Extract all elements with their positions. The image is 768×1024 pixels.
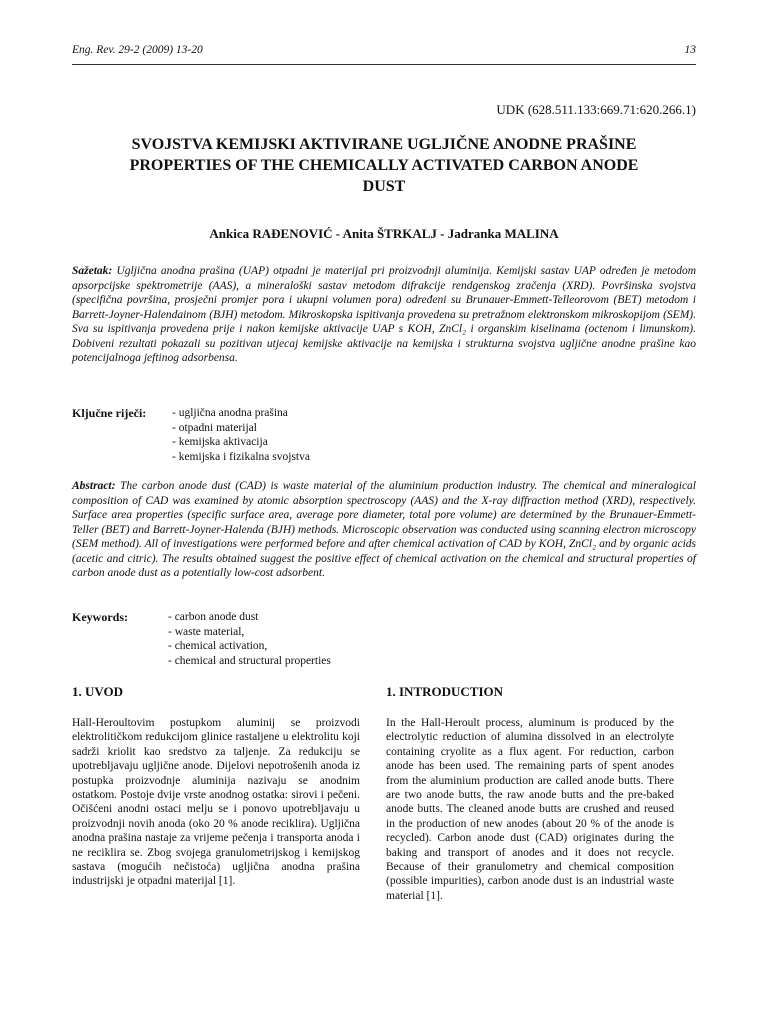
running-header xyxy=(72,44,696,62)
kljucne-rijeci-list xyxy=(172,406,310,464)
page-number: 13 xyxy=(684,44,696,56)
section-heading-introduction: 1. INTRODUCTION xyxy=(386,684,504,699)
title-line-croatian: SVOJSTVA KEMIJSKI AKTIVIRANE UGLJIČNE ANODNE PRAŠINE xyxy=(131,136,637,153)
abstract-paragraph xyxy=(72,479,696,581)
body-text-english: In the Hall-Heroult process, aluminum is produced by the electrolytic reduction of alumina dissolved in an electrolyte containing cryolite as a flux agent. For reduction, carbon anode has been used. The remaining parts of spent anodes from the aluminium production are called anode butts. There are two anode butts, the raw anode butts and the pre-baked anode butts. The cleaned anode butts are crushed and reused in the production of new anodes (about 20 % of the anode is recycled). Carbon anode dust (CAD) originates during the baking and transport of anodes and it does not recycle. Because of their granulometry and chemical composition (possible impurities), carbon anode dust is an industrial waste material [1]. xyxy=(386,717,674,902)
keyword-item: - chemical activation, xyxy=(168,640,268,652)
keywords-list xyxy=(168,610,331,668)
body-text-croatian: Hall-Heroultovim postupkom aluminij se proizvodi elektrolitičkom redukcijom glinice rastaljene u elektrolitu koji sadrži kriolit kao sredstvo za taljenje. Za redukciju se upotrebljavaju ugljične anode. Dijelovi nepotrošenih anoda iz postupka proizvodnje aluminija nazivaju se anodnim ostatkom. Postoje dvije vrste anodnog ostatka: sirovi i pečeni. Očišćeni anodni ostaci melju se i ponovo upotrebljavaju u proizvodnji novih anoda (oko 20 % anode reciklira). Ugljična anodna prašina nastaje za vrijeme pečenja i transporta anoda i ne reciklira se. Zbog svojega granulometrijskog i kemijskog sastava (mogućih nečistoća) ugljična anodna prašina industrijski je otpadni materijal [1]. xyxy=(72,717,360,888)
sazetak-label: Sažetak: xyxy=(72,265,113,277)
keyword-item: - kemijska aktivacija xyxy=(172,436,268,448)
paper-title xyxy=(90,134,678,197)
keyword-item: - chemical and structural properties xyxy=(168,654,331,667)
keyword-item: - waste material, xyxy=(168,625,245,638)
keyword-item: - kemijska i fizikalna svojstva xyxy=(172,450,310,463)
sazetak-paragraph xyxy=(72,264,696,366)
keywords-label: Keywords: xyxy=(72,610,128,624)
sazetak-text: Ugljična anodna prašina (UAP) otpadni je materijal pri proizvodnji aluminija. Kemijski sastav UAP određen je metodom apsorpcijske spektrometrije (AAS), a mineraloški sastav metodom difrakcije rendgenskog zračenja (XRD). Površinska svojstva (specifična površina, prosječni promjer pora i ukupni volumen pora) određeni su Brunauer-Emmett-Telleorovom (BET) metodom i Barrett-Joyner-Halendainom (BJH) metodom. Mikroskopska ispitivanja provedena su pretražnom elektronskom mikroskopijom (SEM). Sva su ispitivanja provedena prije i nakon kemijske aktivacije UAP s KOH, ZnCl₂ i organskim kiselinama (octenom i limunskom). Dobiveni rezultati pokazali su pozitivan utjecaj kemijske aktivacije na kemijska i strukturna svojstva ugljične anodne prašine kao potencijalnoga jeftinog adsorbensa. xyxy=(72,265,697,364)
kljucne-rijeci-label: Ključne riječi: xyxy=(72,406,147,420)
keyword-item: - otpadni materijal xyxy=(172,421,257,434)
abstract-label: Abstract: xyxy=(72,480,116,492)
title-line-english: PROPERTIES OF THE CHEMICALLY ACTIVATED CARBON ANODE xyxy=(129,157,639,174)
abstract-text: The carbon anode dust (CAD) is waste material of the aluminium production industry. The chemical and mineralogical composition of CAD was examined by atomic absorption spectroscopy (AAS) and the X-ray diffraction method (XRD), respectively. Surface area properties (specific surface area, average pore diameter, total pore volume) are determined by the Brunauer-Emmett-Teller (BET) and Barrett-Joyner-Halenda (BJH) methods. Microscopic observation was conducted using scanning electron microscopy (SEM method). All of investigations were performed before and after chemical activation of CAD by KOH, ZnCl₂ and by organic acids (acetic and citric). The results obtained suggest the positive effect of chemical activation on the chemical and structural properties of carbon anode dust as a potentially low-cost adsorbent. xyxy=(72,480,696,579)
authors: Ankica RAĐENOVIĆ - Anita ŠTRKALJ - Jadranka MALINA xyxy=(209,226,559,241)
header-rule xyxy=(72,64,696,65)
keyword-item: - carbon anode dust xyxy=(168,611,259,623)
title-line-english-cont: DUST xyxy=(362,178,406,195)
udk-code: UDK (628.511.133:669.71:620.266.1) xyxy=(496,102,696,117)
journal-citation: Eng. Rev. 29-2 (2009) 13-20 xyxy=(72,44,203,56)
keyword-item: - ugljična anodna prašina xyxy=(172,407,288,419)
section-heading-uvod: 1. UVOD xyxy=(72,684,124,699)
